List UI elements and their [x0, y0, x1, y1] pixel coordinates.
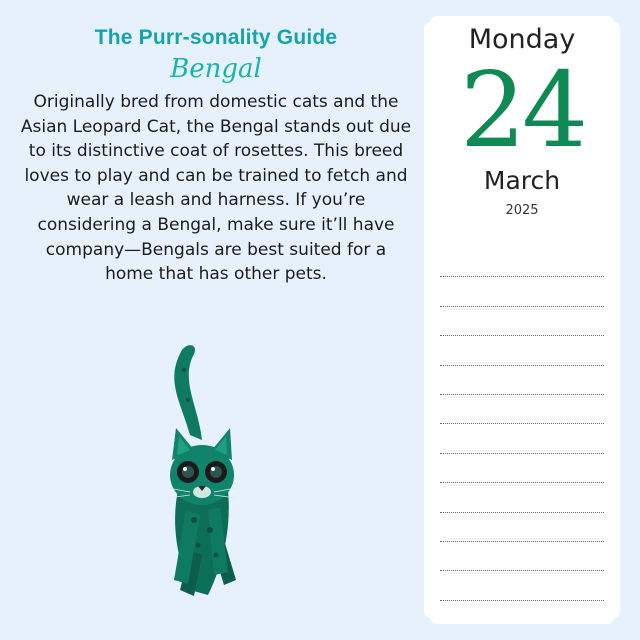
note-line: [440, 513, 604, 542]
day-number: 24: [459, 49, 585, 171]
month: March: [483, 166, 561, 195]
note-line: [440, 395, 604, 424]
page-corner: [416, 616, 432, 632]
note-line: [440, 366, 604, 395]
weekday: Monday: [468, 24, 576, 55]
calendar-page: [424, 16, 620, 624]
note-line: [440, 571, 604, 600]
note-line: [440, 248, 604, 277]
guide-title: The Purr-sonality Guide: [94, 26, 338, 49]
page-corner: [612, 616, 628, 632]
note-line: [440, 277, 604, 306]
note-line: [440, 454, 604, 483]
note-lines: [440, 248, 604, 601]
bengal-cat-illustration: [150, 340, 260, 605]
note-line: [440, 483, 604, 512]
breed-guide: [14, 26, 418, 287]
note-line: [440, 424, 604, 453]
year: 2025: [505, 203, 539, 218]
note-line: [440, 542, 604, 571]
breed-description: Originally bred from domestic cats and the Asian Leopard Cat, the Bengal stands out due to its distinctive coat of rosettes. This breed loves to play and can be trained to fetch and wear a leash and harness. If you’re considering a Bengal, make sure it’ll have company—Bengals are best suited for a home that has other pets.: [20, 92, 412, 285]
note-line: [440, 336, 604, 365]
note-line: [440, 307, 604, 336]
breed-name: Bengal: [170, 54, 262, 84]
page-corner: [612, 8, 628, 24]
page-corner: [416, 8, 432, 24]
